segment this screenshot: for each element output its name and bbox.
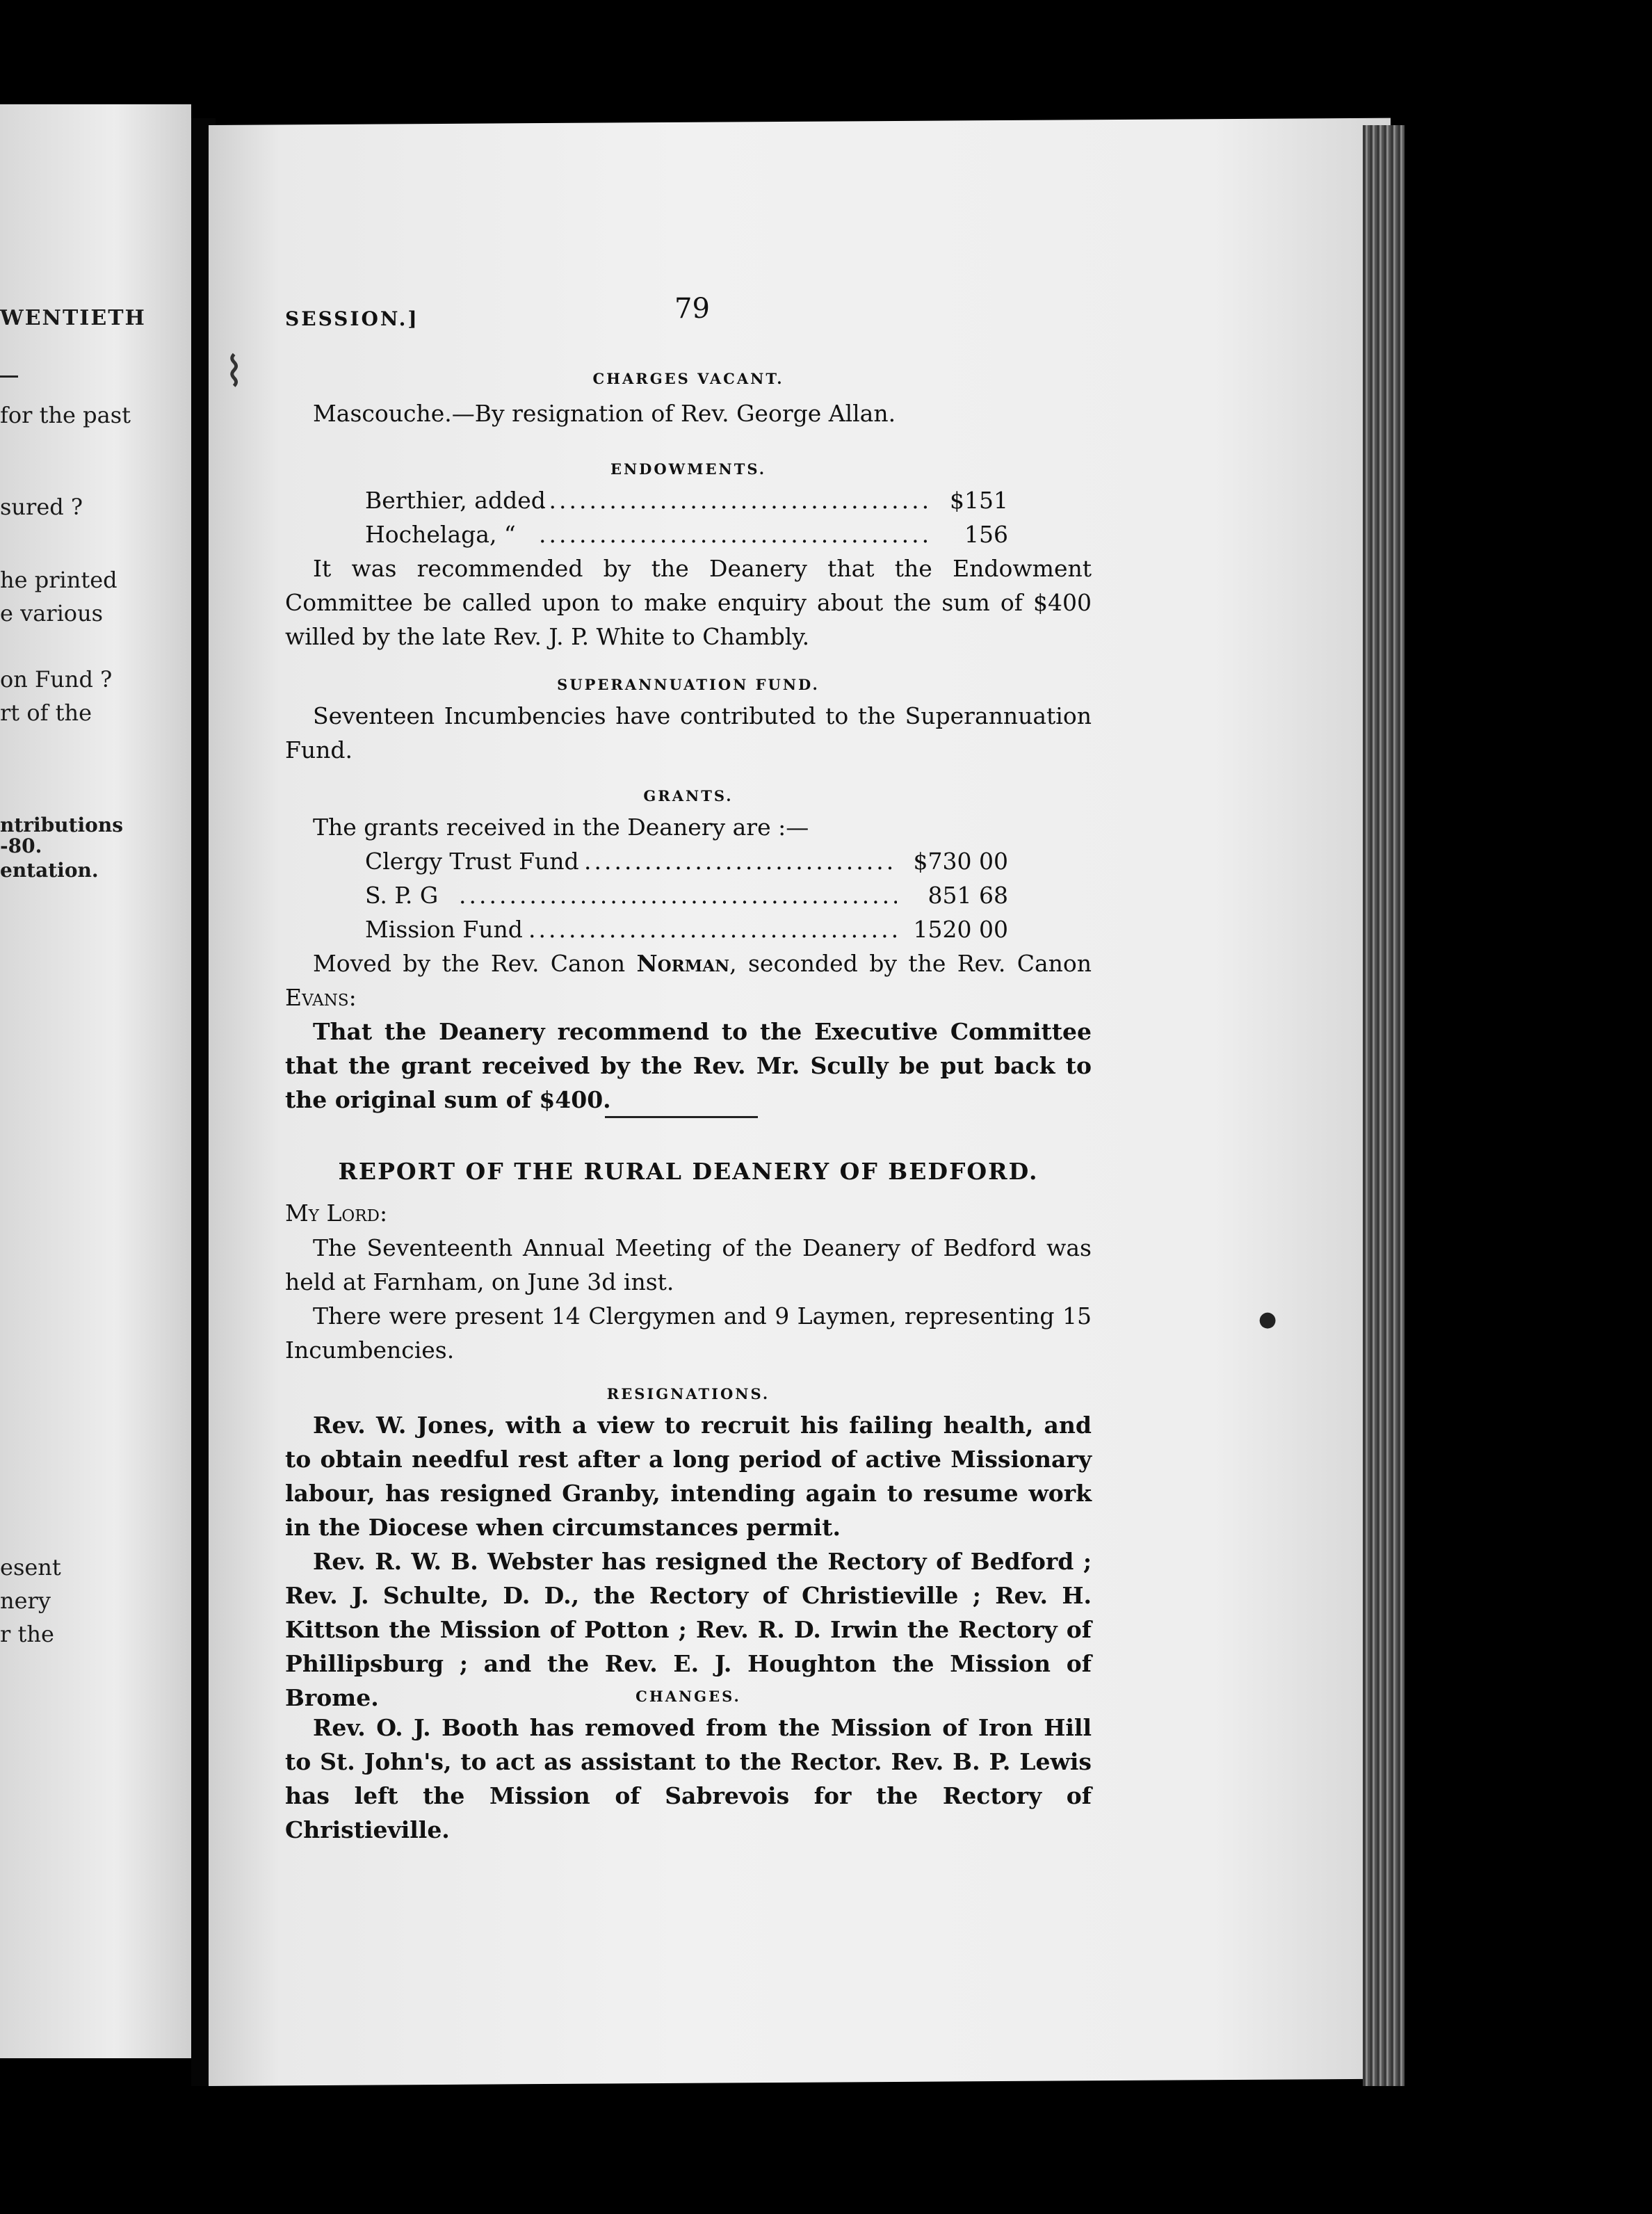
grant-label: Mission Fund xyxy=(365,916,523,943)
grants-motion xyxy=(285,946,1092,1015)
left-fragment: r the xyxy=(0,1621,54,1647)
grant-amount: 1520 00 xyxy=(913,916,1008,943)
leader-dots xyxy=(539,483,932,517)
report-paragraph: The Seventeenth Annual Meeting of the Deanery of Bedford was held at Farnham, on June 3d inst. xyxy=(285,1234,1092,1295)
left-facing-page xyxy=(0,104,191,2058)
leader-dots xyxy=(539,517,932,551)
report-title: REPORT OF THE RURAL DEANERY OF BEDFORD. xyxy=(338,1158,1039,1185)
leader-dots xyxy=(584,844,897,878)
leader-dots xyxy=(528,912,897,946)
left-fragment: entation. xyxy=(0,859,99,882)
left-fragment: for the past xyxy=(0,402,131,428)
margin-mark: ⌇ xyxy=(224,348,245,396)
grant-label: Clergy Trust Fund xyxy=(365,848,579,875)
left-fragment: he printed xyxy=(0,567,118,593)
motion-text: Moved by the Rev. Canon xyxy=(313,950,637,977)
page-number: 79 xyxy=(674,293,710,325)
changes-paragraph: Rev. O. J. Booth has removed from the Mission of Iron Hill to St. John's, to act as assistant to the Rector. Rev. B. P. Lewis has left the Mission of Sabrevois for the Rectory of Christieville. xyxy=(285,1714,1092,1843)
grants-intro: The grants received in the Deanery are :— xyxy=(313,814,809,841)
grant-row xyxy=(285,912,1092,946)
left-fragment: rt of the xyxy=(0,700,92,726)
grant-label: S. P. G xyxy=(365,882,439,909)
motion-text: , seconded by the Rev. Canon xyxy=(729,950,1092,977)
endowment-label: Berthier, added xyxy=(365,487,546,514)
motion-suffix: : xyxy=(348,984,357,1011)
endowment-amount: 156 xyxy=(964,521,1008,548)
section-divider xyxy=(605,1116,758,1118)
grant-row xyxy=(285,878,1092,912)
resignations-heading: RESIGNATIONS. xyxy=(606,1385,770,1403)
left-fragment: on Fund ? xyxy=(0,666,113,693)
left-fragment: ntributions xyxy=(0,814,123,837)
grants-heading: GRANTS. xyxy=(643,787,734,805)
left-fragment: e various xyxy=(0,600,104,627)
left-fragment: sured ? xyxy=(0,494,83,520)
left-fragment: -80. xyxy=(0,834,42,857)
left-fragment: esent xyxy=(0,1554,61,1581)
grant-row xyxy=(285,844,1092,878)
report-paragraph: There were present 14 Clergymen and 9 Laymen, representing 15 Incumbencies. xyxy=(285,1302,1092,1364)
running-header xyxy=(285,292,1092,334)
page-stack-edge xyxy=(1363,125,1404,2086)
superannuation-text: Seventeen Incumbencies have contributed to the Superannuation Fund. xyxy=(285,702,1092,763)
endowment-amount: $151 xyxy=(950,487,1008,514)
grant-amount: $730 00 xyxy=(913,848,1008,875)
endowment-recommendation: It was recommended by the Deanery that the Endowment Committee be called upon to make enquiry about the sum of $400 willed by the late Rev. J. P. White to Chambly. xyxy=(285,555,1092,650)
left-fragment: nery xyxy=(0,1587,51,1614)
leader-dots xyxy=(459,878,897,912)
charges-vacant-heading: CHARGES VACANT. xyxy=(592,370,784,387)
endowment-row xyxy=(285,517,1092,551)
running-title: SESSION.] xyxy=(285,307,419,330)
left-dash xyxy=(0,375,18,378)
report-salutation: My Lord: xyxy=(285,1199,388,1227)
endowment-label: Hochelaga, “ xyxy=(365,521,516,548)
grant-amount: 851 68 xyxy=(928,882,1008,909)
charges-vacant-text: Mascouche.—By resignation of Rev. George Allan. xyxy=(313,400,896,427)
endowments-heading: ENDOWMENTS. xyxy=(610,460,767,478)
grants-resolution: That the Deanery recommend to the Executive Committee that the grant received by the Rev. Mr. Scully be put back to the original sum of $400. xyxy=(285,1018,1092,1113)
resignations-paragraph: Rev. R. W. B. Webster has resigned the Rectory of Bedford ; Rev. J. Schulte, D. D., the Rectory of Christieville ; Rev. H. Kittson the Mission of Potton ; Rev. R. D. Irwin the Rectory of Phillipsburg ; and the Rev. E. J. Houghton the Mission of Brome. xyxy=(285,1548,1092,1711)
ink-speck: ● xyxy=(1258,1307,1277,1332)
mover-name: Norman xyxy=(636,950,730,977)
superannuation-heading: SUPERANNUATION FUND. xyxy=(557,676,820,693)
endowment-row xyxy=(285,483,1092,517)
left-fragment: WENTIETH xyxy=(0,306,146,330)
resignations-paragraph: Rev. W. Jones, with a view to recruit his failing health, and to obtain needful rest after a long period of active Missionary labour, has resigned Granby, intending again to resume work in the Diocese when circumstances permit. xyxy=(285,1412,1092,1541)
changes-heading: CHANGES. xyxy=(635,1688,741,1705)
seconder-name: Evans xyxy=(285,984,349,1011)
